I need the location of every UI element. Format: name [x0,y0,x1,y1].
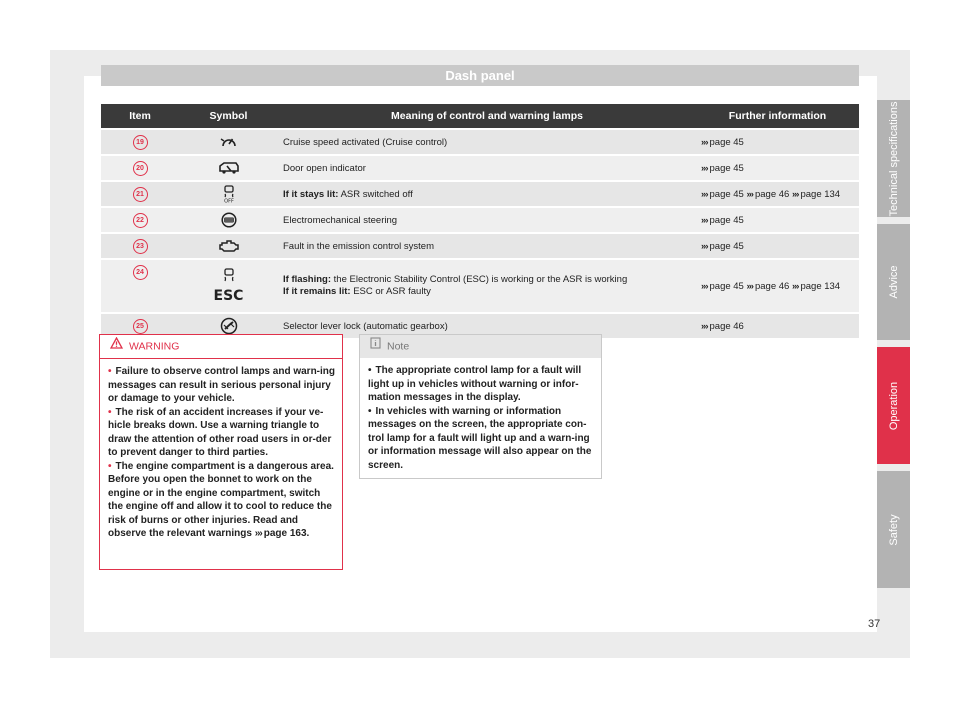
arrow-icon: ››› [701,280,708,292]
note-item: • In vehicles with warning or information messages on the screen, the appropriate con-trol lamp for a fault will light up and a warn-ing or information message will also appear on the screen. [368,405,595,473]
table-row [101,208,859,232]
tab-operation[interactable]: Operation [877,347,910,464]
meaning-label: If it remains lit: [283,286,351,297]
door-open-icon [218,161,240,175]
arrow-icon: ››› [791,188,799,200]
page-link[interactable]: page 46 [709,320,744,332]
item-number: 21 [133,187,148,202]
column-header-item: Item [101,104,179,128]
column-header-meaning: Meaning of control and warning lamps [278,104,696,128]
warning-list [100,365,342,541]
info-cell [696,182,859,206]
warning-header [100,335,342,359]
page-link[interactable]: page 163 [263,528,307,539]
info-cell [696,208,859,232]
note-box [359,334,602,479]
gear-lever-lock-icon [220,317,238,335]
page-link[interactable]: page 45 [709,280,744,292]
table-row [101,156,859,180]
page-title: Dash panel [101,65,859,86]
note-title: Note [387,340,410,353]
meaning-cell [278,182,696,206]
meaning-text: ASR switched off [340,188,413,200]
meaning-cell: Door open indicator [278,156,696,180]
engine-icon [218,239,240,253]
meaning-cell [278,260,696,312]
steering-wheel-icon [221,212,237,228]
warning-triangle-icon [110,335,123,358]
tab-advice[interactable]: Advice [877,224,910,340]
meaning-text: ESC or ASR faulty [353,286,431,297]
tab-safety[interactable]: Safety [877,471,910,588]
meaning-cell: Fault in the emission control system [278,234,696,258]
esc-label: ESC [213,288,244,304]
warning-text: The engine compartment is a dangerous area. Before you open the bonnet to work on the engine or in the engine compartment, switch the engine off and allow it to cool to reduce the risk of burns or other injuries. Read and observe the relevant warnings [108,460,334,539]
meaning-text: the Electronic Stability Control (ESC) is working or the ASR is working [333,274,628,285]
arrow-icon: ››› [701,214,708,226]
page-number: 37 [868,618,881,630]
item-number: 24 [133,265,148,280]
info-cell [696,234,859,258]
arrow-icon: ››› [746,188,753,200]
table-row [101,234,859,258]
table-row [101,182,859,206]
note-header [360,335,601,358]
meaning-label: If it stays lit: [283,188,339,200]
page-link[interactable]: page 45 [709,136,744,148]
table-row [101,260,859,312]
page-link[interactable]: page 45 [709,188,744,200]
meaning-cell: Cruise speed activated (Cruise control) [278,130,696,154]
arrow-icon: ››› [746,280,753,292]
dash-panel-table [101,102,859,340]
esc-skid-icon [221,268,237,284]
arrow-icon: ››› [701,240,708,252]
warning-box [99,334,343,570]
arrow-icon: ››› [701,136,708,148]
meaning-label: If flashing: [283,274,332,285]
item-number: 25 [133,319,148,334]
tab-technical-specifications[interactable]: Technical specifications [877,100,910,217]
note-icon [370,335,381,358]
info-cell [696,156,859,180]
page-link[interactable]: page 46 [754,188,790,200]
svg-text:OFF: OFF [223,198,234,203]
note-item: • The appropriate control lamp for a fault will light up in vehicles without warning or infor-mation messages in the display. [368,364,595,405]
item-number: 19 [133,135,148,150]
info-cell [696,260,859,312]
meaning-cell: Selector lever lock (automatic gearbox) [278,314,696,338]
warning-item: • The risk of an accident increases if your ve-hicle breaks down. Use a warning triangle to draw the attention of other road users in or-der to prevent danger to third parties. [108,406,336,460]
column-header-info: Further information [696,104,859,128]
info-cell [696,130,859,154]
table-row [101,130,859,154]
arrow-icon: ››› [701,188,708,200]
warning-title: WARNING [129,340,180,353]
column-header-symbol: Symbol [179,104,278,128]
meaning-cell: Electromechanical steering [278,208,696,232]
warning-item: • Failure to observe control lamps and warn-ing messages can result in serious personal injury or damage to your vehicle. [108,365,336,406]
page-link[interactable]: page 45 [709,214,744,226]
page-link[interactable]: page 45 [709,162,744,174]
page-link[interactable]: page 134 [800,188,841,200]
item-number: 20 [133,161,148,176]
asr-off-icon [220,185,238,203]
note-list [360,364,601,472]
warning-item: • The engine compartment is a dangerous area. Before you open the bonnet to work on the engine or in the engine compartment, switch the engine off and allow it to cool to reduce the risk of burns or other injuries. Read and observe the relevant warnings ››› page 163. [108,460,336,541]
arrow-icon: ››› [701,320,708,332]
page-link[interactable]: page 134 [800,280,841,292]
arrow-icon: ››› [254,528,262,539]
arrow-icon: ››› [701,162,708,174]
info-cell [696,314,859,338]
table-header-row [101,104,859,128]
cruise-control-icon [220,135,238,149]
page-link[interactable]: page 45 [709,240,744,252]
arrow-icon: ››› [791,280,799,292]
item-number: 23 [133,239,148,254]
item-number: 22 [133,213,148,228]
page-link[interactable]: page 46 [754,280,790,292]
